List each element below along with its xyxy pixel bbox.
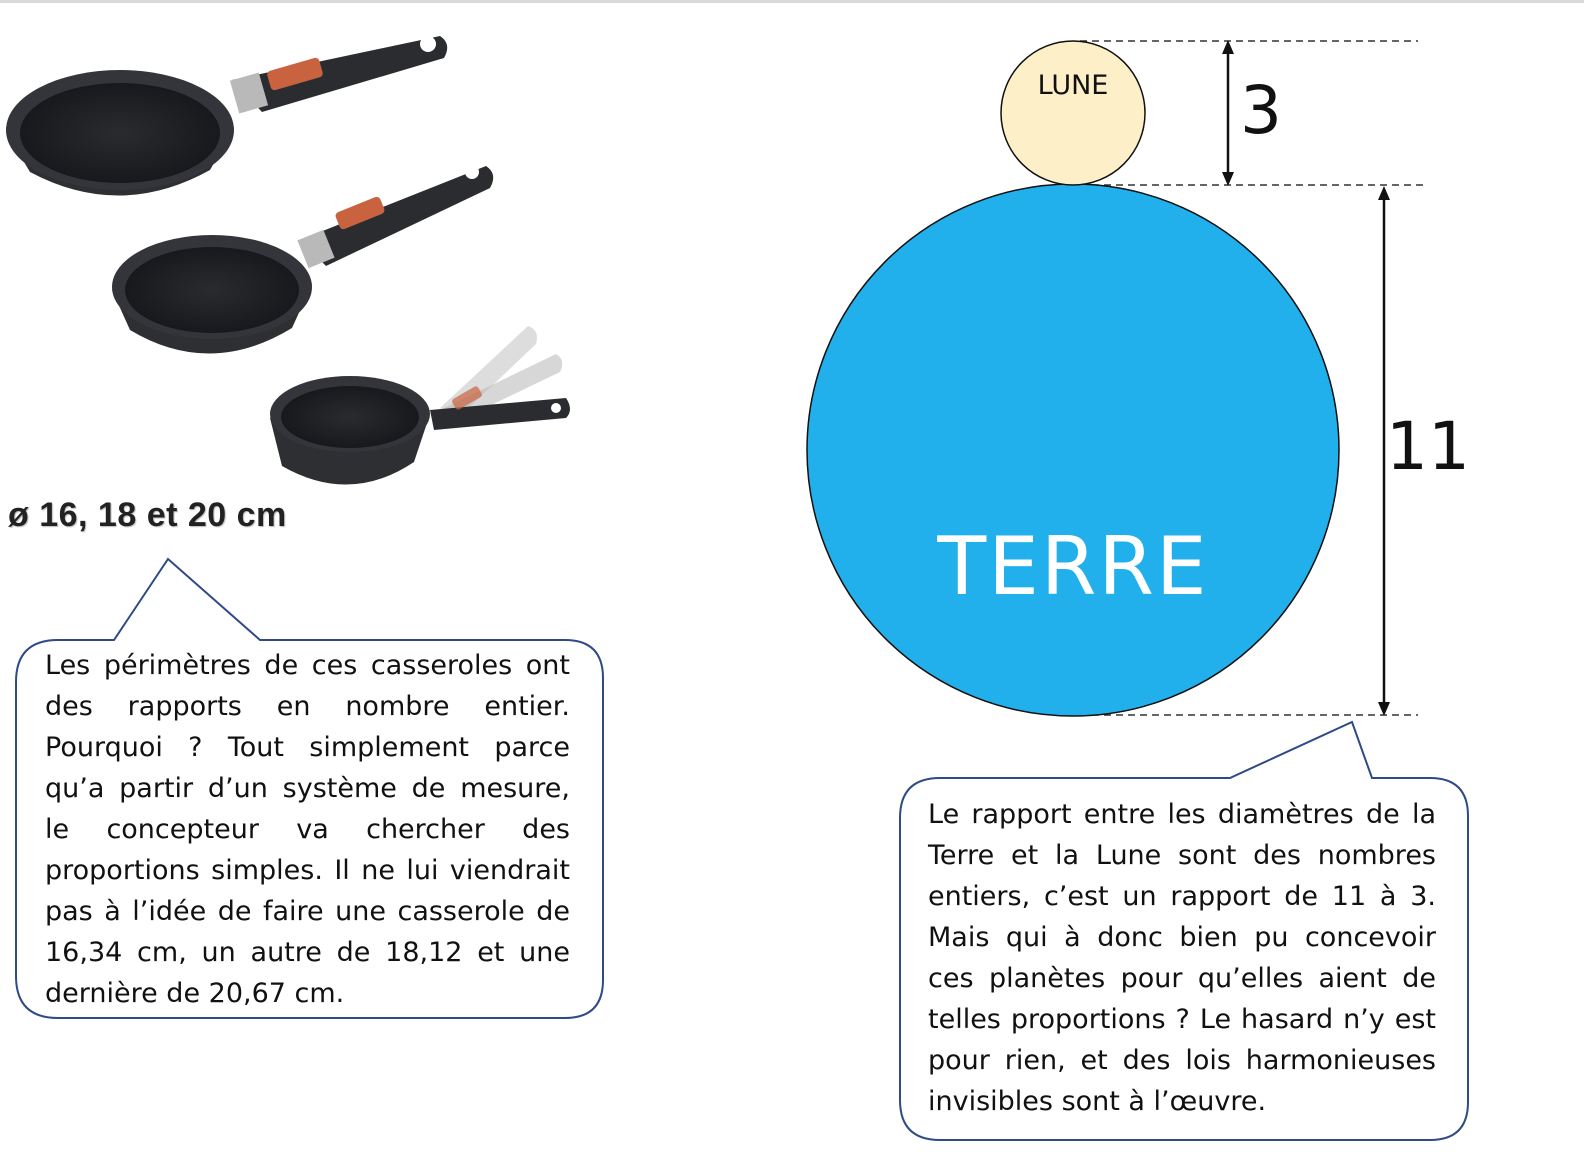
- saucepan-medium: [112, 165, 493, 354]
- saucepan-large: [6, 36, 447, 196]
- earth-diameter-label: 11: [1386, 408, 1470, 485]
- moon-circle: [1001, 41, 1145, 185]
- saucepan-small: [270, 326, 570, 485]
- left-bubble-text: Les périmètres de ces casseroles ont des rapports en nombre entier. Pourquoi ? Tout simplement parce qu’a partir d’un système de mesure, le concepteur va chercher des proportions simples. Il ne lui viendrait pas à l’idée de faire une casserole de 16,34 cm, un autre de 18,12 et une dernière de 20,67 cm.: [45, 650, 570, 1009]
- earth-label: TERRE: [937, 520, 1209, 613]
- moon-label: LUNE: [1037, 70, 1109, 101]
- saucepan-diameters-caption: ø 16, 18 et 20 cm: [8, 496, 287, 534]
- moon-diameter-label: 3: [1240, 72, 1282, 149]
- dimension-arrow-moon: [1222, 40, 1234, 186]
- earth-circle: [807, 184, 1339, 716]
- right-bubble-text: Le rapport entre les diamètres de la Terre et la Lune sont des nombres entiers, c’est un rapport de 11 à 3. Mais qui à donc bien pu concevoir ces planètes pour qu’elles aient de telles proportions ? Le hasard n’y est pour rien, et des lois harmonieuses invisibles sont à l’œuvre.: [928, 799, 1436, 1117]
